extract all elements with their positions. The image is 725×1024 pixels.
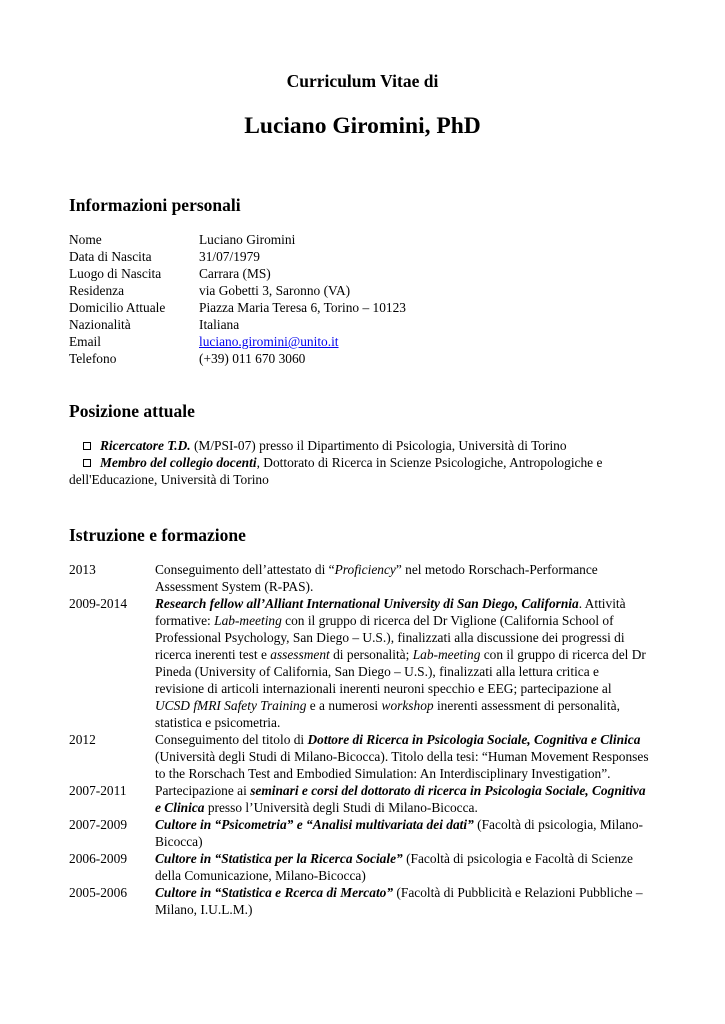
education-description (155, 782, 649, 816)
info-row-residence (69, 282, 406, 299)
info-row-birth-date (69, 248, 406, 265)
text-run: Cultore in “Psicometria” e “Analisi multivariata dei dati” (155, 817, 474, 832)
position-detail: (M/PSI-07) presso il Dipartimento di Psicologia, Università di Torino (190, 438, 567, 453)
info-value: Luciano Giromini (199, 232, 296, 247)
education-entry (69, 561, 649, 595)
text-run: Conseguimento dell’attestato di “ (155, 562, 335, 577)
text-run: (Facoltà di psicologia, Milano-Bicocca) (155, 817, 644, 849)
position-role: Membro del collegio docenti (100, 455, 257, 470)
info-row-phone (69, 350, 406, 367)
education-description (155, 816, 649, 850)
info-value: Italiana (199, 317, 240, 332)
position-list (69, 437, 669, 488)
info-value: Carrara (MS) (199, 266, 271, 281)
info-value: (+39) 011 670 3060 (199, 351, 306, 366)
education-year: 2005-2006 (69, 885, 128, 900)
text-run: (Università degli Studi di Milano-Bicocca). Titolo della tesi: “Human Movement Responses to the Rorschach Test and Embodied Simulation: An Interdisciplinary Investigation”. (155, 749, 649, 781)
education-list (69, 561, 649, 918)
education-entry (69, 884, 649, 918)
info-label: Email (69, 334, 101, 349)
cv-person-name: Luciano Giromini, PhD (244, 113, 481, 139)
list-item (69, 437, 669, 454)
education-year: 2007-2009 (69, 817, 128, 832)
position-detail: , Dottorato di Ricerca in Scienze Psicologiche, Antropologiche e (256, 455, 603, 470)
text-run: con il gruppo di ricerca del Dr Viglione (California School of Professional Psychology, San Diego – U.S.), finalizzati alla discussione dei progressi di ricerca inerenti test e (155, 613, 625, 662)
text-run: (Facoltà di psicologia e Facoltà di Scienze della Comunicazione, Milano-Bicocca) (155, 851, 633, 883)
text-run: Proficiency (334, 562, 396, 577)
info-value: via Gobetti 3, Saronno (VA) (199, 283, 351, 298)
info-label: Luogo di Nascita (69, 266, 162, 281)
cv-heading-label: Curriculum Vitae di (286, 71, 439, 91)
text-run: inerenti assessment di personalità, statistica e psicometria. (155, 698, 620, 730)
text-run: Conseguimento del titolo di (155, 732, 308, 747)
education-year: 2013 (69, 562, 96, 577)
text-run: ” nel metodo Rorschach-Performance Assessment System (R-PAS). (155, 562, 598, 594)
list-item (69, 454, 669, 488)
text-run: . (578, 596, 583, 611)
education-entry (69, 595, 649, 731)
education-entry (69, 850, 649, 884)
info-label: Nome (69, 232, 102, 247)
text-run: Research fellow all’Alliant International University di San Diego, California (155, 596, 579, 611)
text-run: e a numerosi (306, 698, 382, 713)
text-run: Lab-meeting (214, 613, 282, 628)
info-label: Domicilio Attuale (69, 300, 166, 315)
text-run: con il gruppo di ricerca del Dr Pineda (University of California, San Diego – U.S.), finalizzati alla lettura critica e revisione di articoli internazionali inerenti neuroni specchio e EEG; partecipazione al (155, 647, 646, 696)
square-bullet-icon (83, 459, 91, 467)
square-bullet-icon (83, 442, 91, 450)
text-run: presso l’Università degli Studi di Milano-Bicocca. (204, 800, 478, 815)
text-run: Partecipazione ai (155, 783, 251, 798)
education-year: 2012 (69, 732, 96, 747)
section-title-current-position: Posizione attuale (69, 401, 195, 421)
education-year: 2006-2009 (69, 851, 128, 866)
education-entry (69, 816, 649, 850)
education-year: 2007-2011 (69, 783, 127, 798)
text-run: UCSD fMRI Safety Training (155, 698, 307, 713)
info-row-birth-place (69, 265, 406, 282)
info-label: Telefono (69, 351, 117, 366)
section-title-education: Istruzione e formazione (69, 525, 246, 545)
personal-info-table (69, 231, 406, 367)
text-run: (Facoltà di Pubblicità e Relazioni Pubbliche – Milano, I.U.L.M.) (155, 885, 643, 917)
text-run: seminari e corsi del dottorato di ricerca in Psicologia Sociale, Cognitiva e Clinica (155, 783, 646, 815)
position-detail-continued: dell'Educazione, Università di Torino (69, 472, 269, 487)
text-run: di personalità; (329, 647, 413, 662)
education-description (155, 884, 649, 918)
education-entry (69, 731, 649, 782)
position-role: Ricercatore T.D. (100, 438, 191, 453)
text-run: Dottore di Ricerca in Psicologia Sociale, Cognitiva e Clinica (307, 732, 641, 747)
text-run: Attività formative: (155, 596, 626, 628)
text-run: workshop (381, 698, 434, 713)
info-row-nationality (69, 316, 406, 333)
education-description (155, 731, 649, 782)
info-value: 31/07/1979 (199, 249, 261, 264)
education-entry (69, 782, 649, 816)
info-value: Piazza Maria Teresa 6, Torino – 10123 (199, 300, 406, 315)
text-run: Cultore in “Statistica per la Ricerca Sociale” (155, 851, 403, 866)
education-description (155, 850, 649, 884)
education-year: 2009-2014 (69, 596, 128, 611)
text-run: assessment (270, 647, 330, 662)
text-run: Cultore in “Statistica e Rcerca di Mercato” (155, 885, 394, 900)
info-row-email (69, 333, 406, 350)
text-run: Lab-meeting (412, 647, 481, 662)
info-row-name (69, 231, 406, 248)
info-label: Data di Nascita (69, 249, 152, 264)
info-label: Residenza (69, 283, 125, 298)
info-row-domicile (69, 299, 406, 316)
education-description (155, 595, 649, 731)
education-description (155, 561, 649, 595)
section-title-personal-info: Informazioni personali (69, 195, 241, 215)
email-link[interactable]: luciano.giromini@unito.it (199, 334, 339, 349)
info-label: Nazionalità (69, 317, 131, 332)
